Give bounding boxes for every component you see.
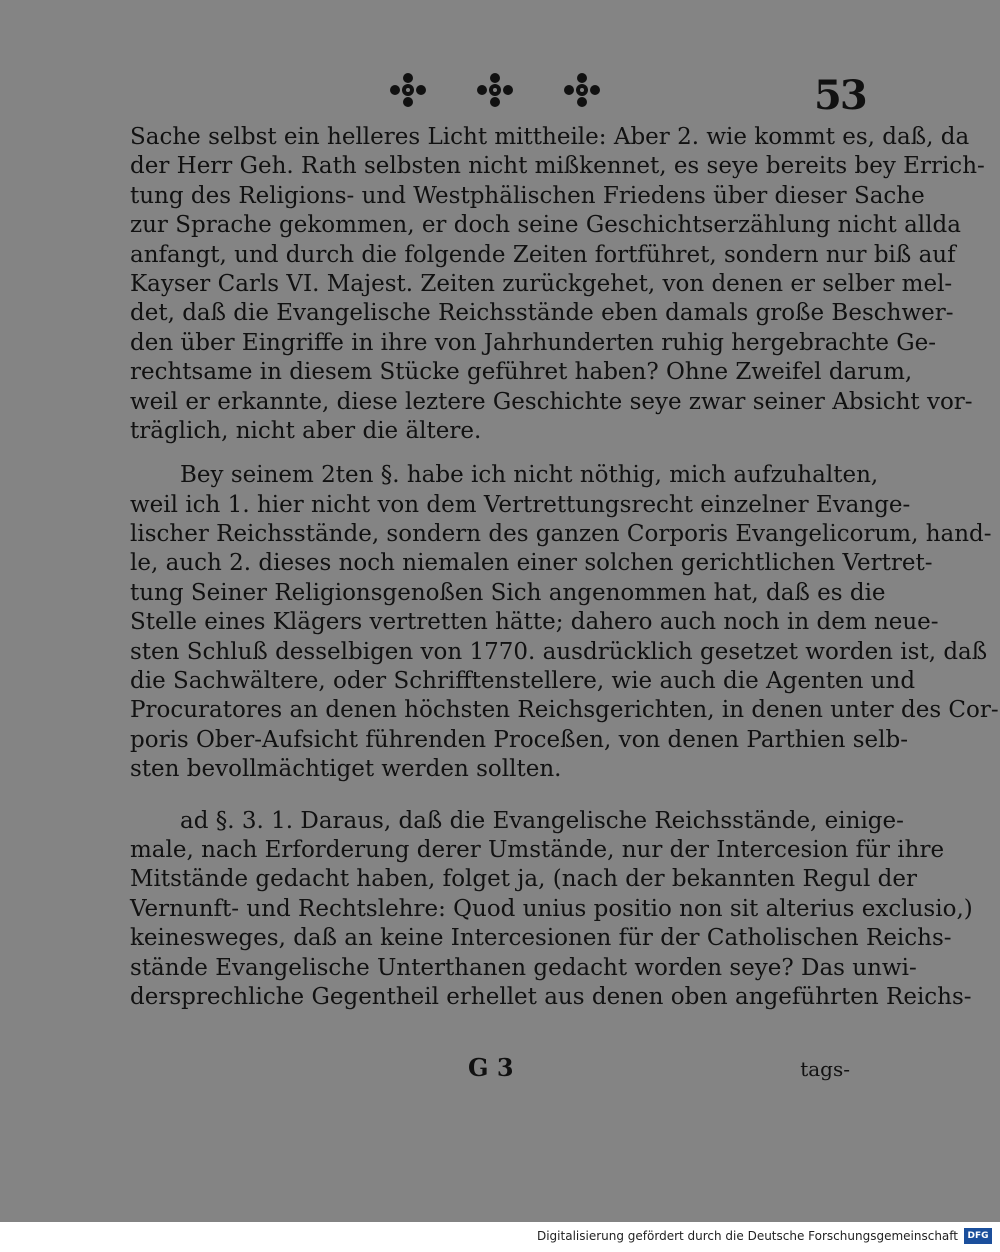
ornament-flower-icon [559,70,605,110]
text-line: ad §. 3. 1. Daraus, daß die Evangelische Reichsstände, einige- [180,807,904,834]
text-line: der Herr Geh. Rath selbsten nicht mißkennet, es seye bereits bey Errich- [130,153,985,180]
text-line: Procuratores an denen höchsten Reichsgerichten, in denen unter des Cor- [130,697,999,724]
catchword: tags- [800,1057,850,1081]
text-line: rechtsame in diesem Stücke geführet haben? Ohne Zweifel darum, [130,359,913,386]
text-line: det, daß die Evangelische Reichsstände eben damals große Beschwer- [130,300,954,327]
text-line: zur Sprache gekommen, er doch seine Geschichtserzählung nicht allda [130,212,961,239]
signature-mark: G 3 [468,1053,514,1082]
ornament-row [385,70,605,110]
text-line: stände Evangelische Unterthanen gedacht worden seye? Das unwi- [130,954,917,981]
credit-bar [0,1222,1000,1252]
text-line: die Sachwältere, oder Schrifftenstellere, wie auch die Agenten und [130,668,916,695]
text-line: weil ich 1. hier nicht von dem Vertrettungsrecht einzelner Evange- [130,491,911,518]
page-footer [130,1053,850,1083]
ornament-flower-icon [472,70,518,110]
text-line: sten Schluß desselbigen von 1770. ausdrücklich gesetzet worden ist, daß [130,638,988,665]
text-line: Kayser Carls VI. Majest. Zeiten zurückgehet, von denen er selber mel- [130,270,953,297]
text-line: lischer Reichsstände, sondern des ganzen Corporis Evangelicorum, hand- [130,521,992,548]
text-line: sten bevollmächtiget werden sollten. [130,756,562,783]
text-line: le, auch 2. dieses noch niemalen einer solchen gerichtlichen Vertret- [130,550,933,577]
ornament-flower-icon [385,70,431,110]
text-line: poris Ober-Aufsicht führenden Proceßen, von denen Parthien selb- [130,726,908,753]
text-line: träglich, nicht aber die ältere. [130,417,482,444]
text-line: anfangt, und durch die folgende Zeiten fortführet, sondern nur biß auf [130,241,956,268]
text-line: Sache selbst ein helleres Licht mittheile: Aber 2. wie kommt es, daß, da [130,124,970,150]
text-line: Stelle eines Klägers vertretten hätte; dahero auch noch in dem neue- [130,609,939,636]
text-line: dersprechliche Gegentheil erhellet aus denen oben angeführten Reichs- [130,983,972,1010]
dfg-logo-icon: DFG [964,1228,992,1244]
credit-text: Digitalisierung gefördert durch die Deutsche Forschungsgemeinschaft [536,1229,958,1243]
text-line: den über Eingriffe in ihre von Jahrhunderten ruhig hergebrachte Ge- [130,329,937,356]
text-line: male, nach Erforderung derer Umstände, nur der Intercesion für ihre [130,836,945,863]
text-line: Bey seinem 2ten §. habe ich nicht nöthig, mich aufzuhalten, [180,462,879,489]
body-text [130,123,999,1012]
text-line: Vernunft- und Rechtslehre: Quod unius positio non sit alterius exclusio,) [130,895,973,922]
text-line: keinesweges, daß an keine Intercesionen für der Catholischen Reichs- [130,925,952,952]
text-line: tung des Religions- und Westphälischen Friedens über dieser Sache [130,182,925,209]
text-line: Mitstände gedacht haben, folget ja, (nach der bekannten Regul der [130,866,917,893]
text-line: weil er erkannte, diese leztere Geschichte seye zwar seiner Absicht vor- [130,388,973,415]
page-number: 53 [814,72,866,119]
text-line: tung Seiner Religionsgenoßen Sich angenommen hat, daß es die [130,579,886,606]
